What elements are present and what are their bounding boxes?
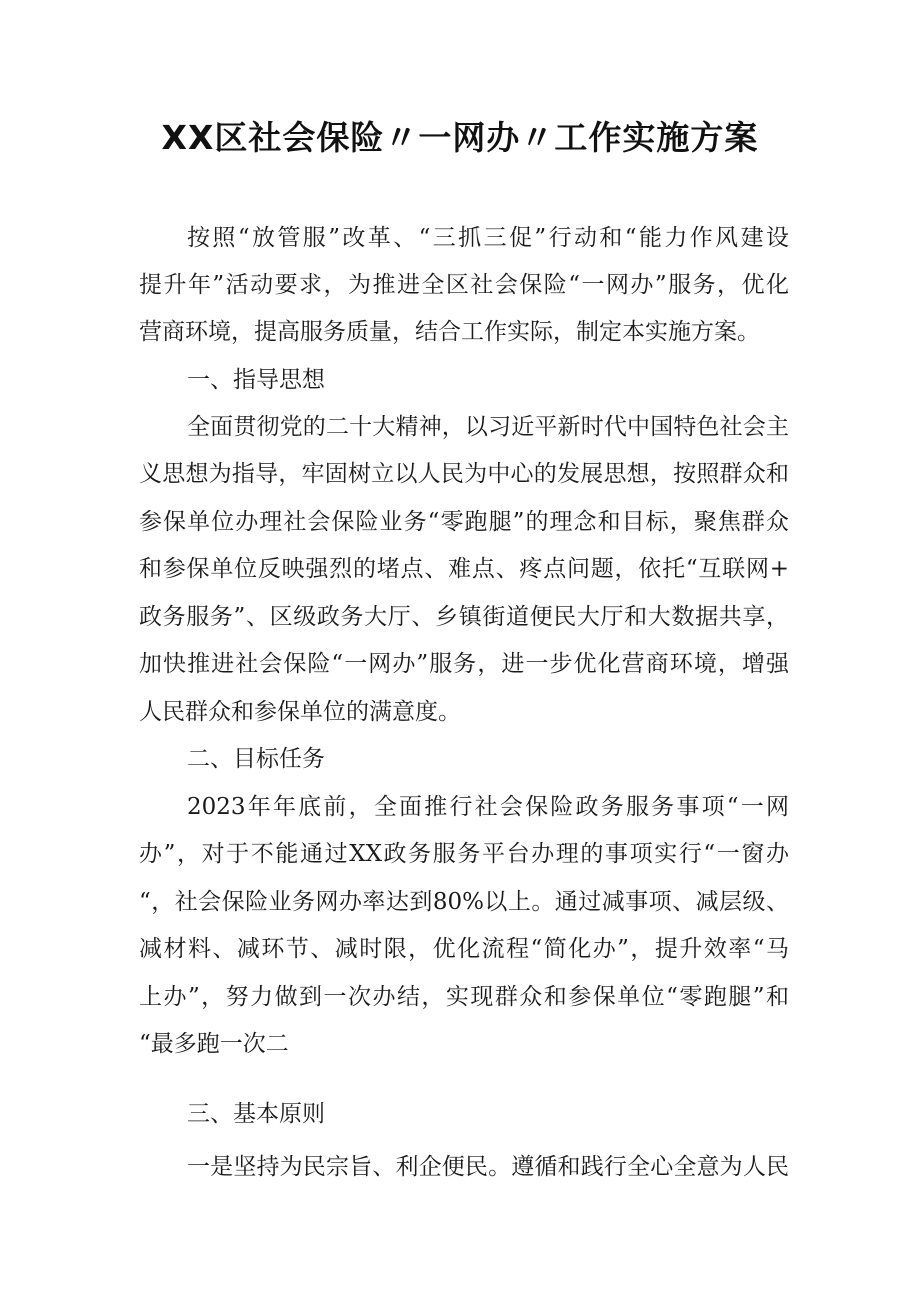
paragraph-line: 加快推进社会保险“一网办”服务，进一步优化营商环境，增强 (139, 651, 789, 677)
paragraph-line: 参保单位办理社会保险业务“零跑腿”的理念和目标，聚焦群众 (139, 509, 789, 535)
paragraph-line: “，社会保险业务网办率达到80%以上。通过减事项、减层级、 (139, 889, 789, 915)
section-heading: 二、目标任务 (187, 746, 325, 772)
paragraph-line: 按照“放管服”改革、“三抓三促”行动和“能力作风建设 (187, 225, 789, 251)
section-heading: 一、指导思想 (187, 367, 325, 393)
paragraph-line: “最多跑一次二 (139, 1031, 289, 1057)
section-heading: 三、基本原则 (187, 1101, 325, 1127)
paragraph-line: 办”，对于不能通过XX政务服务平台办理的事项实行“一窗办 (139, 841, 789, 867)
paragraph-line: 2023年年底前，全面推行社会保险政务服务事项“一网 (187, 794, 789, 820)
paragraph-line: 上办”，努力做到一次办结，实现群众和参保单位“零跑腿”和 (139, 984, 789, 1010)
paragraph-line: 人民群众和参保单位的满意度。 (139, 699, 461, 725)
paragraph-line: 提升年”活动要求，为推进全区社会保险“一网办”服务，优化 (139, 272, 789, 298)
paragraph-line: 一是坚持为民宗旨、利企便民。遵循和践行全心全意为人民 (187, 1154, 789, 1180)
paragraph-line: 和参保单位反映强烈的堵点、难点、疼点问题，依托“互联网+ (139, 556, 789, 582)
paragraph-line: 营商环境，提高服务质量，结合工作实际，制定本实施方案。 (139, 319, 760, 345)
paragraph-line: 义思想为指导，牢固树立以人民为中心的发展思想，按照群众和 (139, 461, 789, 487)
paragraph-line: 全面贯彻党的二十大精神，以习近平新时代中国特色社会主 (187, 414, 789, 440)
paragraph-line: 政务服务”、区级政务大厅、乡镇街道便民大厅和大数据共享， (139, 604, 789, 630)
document-title: XX区社会保险〃一网办〃工作实施方案 (161, 118, 759, 157)
paragraph-line: 减材料、减环节、减时限，优化流程“简化办”，提升效率“马 (139, 936, 789, 962)
